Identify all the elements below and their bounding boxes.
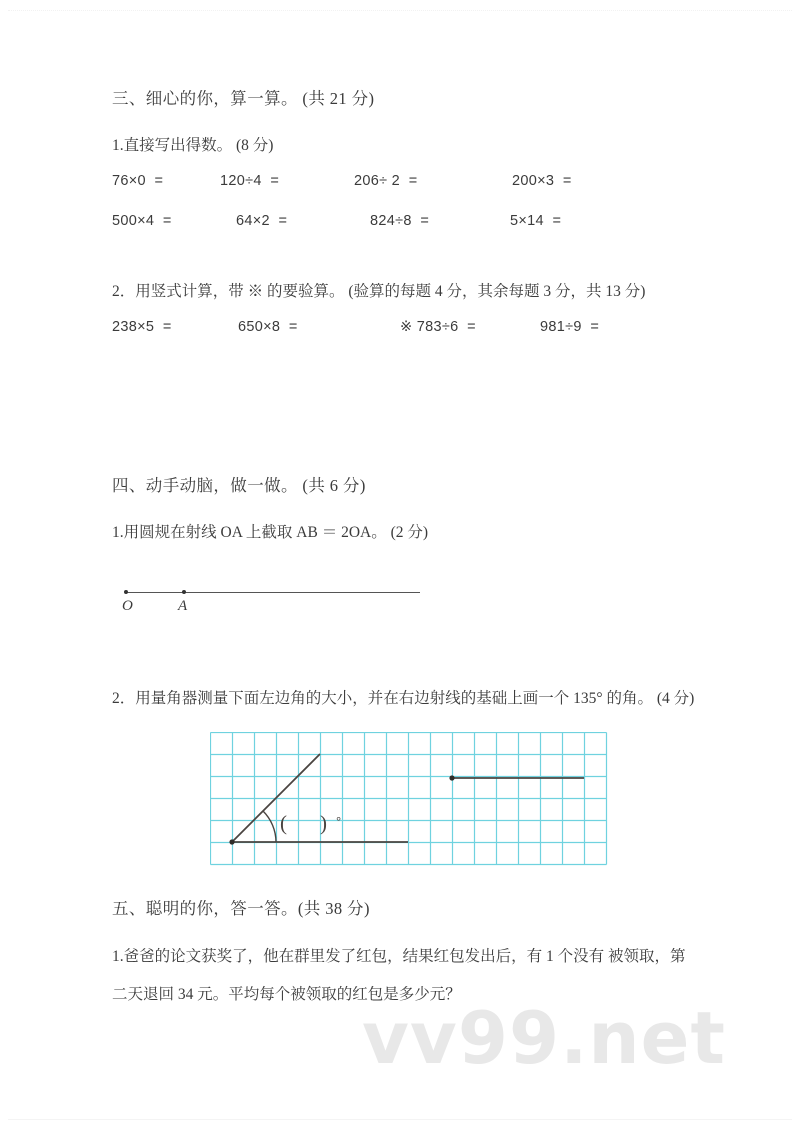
calc-item: 120÷4 =: [220, 173, 280, 189]
calc-item: 200×3 =: [512, 173, 572, 189]
ray-line: [126, 592, 420, 593]
right-ray-endpoint-dot: [449, 775, 454, 780]
grid-lines: [211, 733, 607, 865]
section-five-heading: 五、聪明的你，答一答。(共 38 分): [112, 899, 370, 918]
calc-item: 981÷9 =: [540, 319, 600, 335]
ray-oa-figure: [112, 574, 698, 636]
section-four-heading: 四、动手动脑，做一做。 (共 6 分): [112, 476, 366, 495]
calc-item: 5×14 =: [510, 213, 562, 229]
calc-item: 500×4 =: [112, 213, 172, 229]
section-four-q1-label: 1.用圆规在射线 OA 上截取 AB ＝ 2OA。 (2 分): [112, 524, 429, 541]
calc-item: 824÷8 =: [370, 213, 430, 229]
section-three-q1-label: 1.直接写出得数。 (8 分): [112, 137, 274, 154]
angle-arc: [263, 811, 276, 842]
angle-grid-figure: [210, 732, 608, 866]
site-watermark: vv99.net: [362, 996, 726, 1080]
calc-item: 650×8 =: [238, 319, 298, 335]
ray-point-o-label: O: [122, 598, 133, 614]
angle-grid-svg: [210, 732, 608, 866]
angle-degree-symbol: °: [336, 814, 342, 829]
calc-item: ※ 783÷6 =: [400, 319, 476, 335]
calc-item: 64×2 =: [236, 213, 288, 229]
angle-answer-paren-close: ): [320, 811, 327, 835]
calc-item: 76×0 =: [112, 173, 164, 189]
section-three-heading: 三、细心的你，算一算。 (共 21 分): [112, 89, 375, 108]
angle-vertex-dot: [229, 839, 234, 844]
page-bottom-rule: [8, 1119, 792, 1121]
section-five-q1: 1.爸爸的论文获奖了，他在群里发了红包，结果红包发出后，有 1 个没有 被领取，第二天退回 34 元。平均每个被领取的红包是多少元？: [112, 948, 686, 1003]
section-three-q2-label: 2．用竖式计算，带 ※ 的要验算。 (验算的每题 4 分，其余每题 3 分，共 13 分): [112, 283, 646, 300]
ray-point-o-dot: [124, 590, 128, 594]
calc-item: 206÷ 2 =: [354, 173, 418, 189]
q1-calc-row-1: [112, 173, 698, 213]
page-top-rule: [8, 10, 792, 12]
ray-point-a-dot: [182, 590, 186, 594]
q1-calc-row-2: [112, 213, 698, 253]
calc-item: 238×5 =: [112, 319, 172, 335]
ray-point-a-label: A: [178, 598, 188, 614]
section-four-q2-label: 2．用量角器测量下面左边角的大小，并在右边射线的基础上画一个 135° 的角。 (4 分): [112, 690, 695, 707]
angle-answer-paren-open: (: [280, 811, 287, 835]
page-content: [112, 84, 698, 1014]
q2-calc-row-1: [112, 319, 698, 359]
